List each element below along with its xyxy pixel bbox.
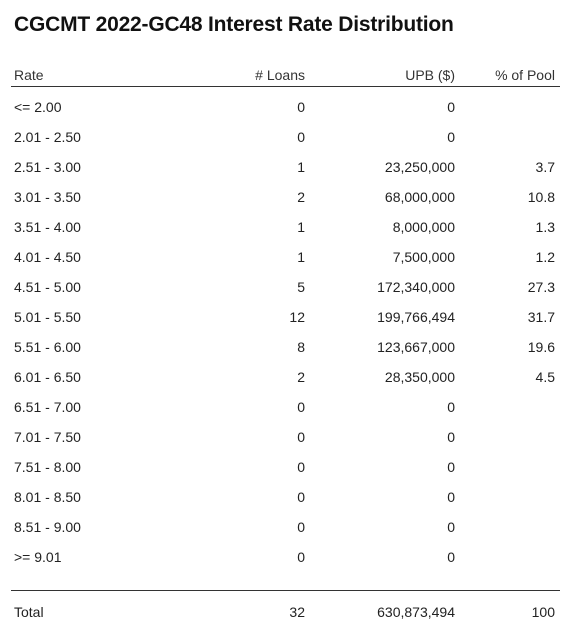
cell-pool: 31.7 bbox=[527, 309, 555, 325]
cell-rate: 5.01 - 5.50 bbox=[14, 309, 81, 325]
table-row bbox=[11, 242, 560, 272]
cell-pool: 10.8 bbox=[527, 189, 555, 205]
cell-loans: 1 bbox=[297, 159, 305, 175]
cell-loans: 1 bbox=[297, 219, 305, 235]
cell-rate: 4.51 - 5.00 bbox=[14, 279, 81, 295]
cell-loans: 2 bbox=[297, 189, 305, 205]
cell-rate: 2.01 - 2.50 bbox=[14, 129, 81, 145]
column-header-loans: # Loans bbox=[255, 67, 305, 83]
cell-loans: 0 bbox=[297, 459, 305, 475]
cell-upb: 0 bbox=[447, 549, 455, 565]
table-row bbox=[11, 212, 560, 242]
table-row bbox=[11, 92, 560, 122]
cell-rate: 3.51 - 4.00 bbox=[14, 219, 81, 235]
cell-loans: 0 bbox=[297, 489, 305, 505]
cell-upb: 199,766,494 bbox=[377, 309, 455, 325]
cell-pool: 1.2 bbox=[535, 249, 555, 265]
table-row bbox=[11, 542, 560, 572]
cell-loans: 0 bbox=[297, 399, 305, 415]
cell-upb: 7,500,000 bbox=[392, 249, 455, 265]
cell-loans: 0 bbox=[297, 429, 305, 445]
cell-rate: 6.51 - 7.00 bbox=[14, 399, 81, 415]
cell-rate: 4.01 - 4.50 bbox=[14, 249, 81, 265]
cell-loans: 0 bbox=[297, 129, 305, 145]
cell-loans: 1 bbox=[297, 249, 305, 265]
table-row bbox=[11, 512, 560, 542]
table-spacer bbox=[11, 572, 560, 590]
cell-loans: 12 bbox=[289, 309, 305, 325]
table-body bbox=[11, 87, 560, 572]
rate-distribution-table bbox=[11, 62, 560, 633]
cell-rate: 8.51 - 9.00 bbox=[14, 519, 81, 535]
cell-pool: 1.3 bbox=[535, 219, 555, 235]
cell-loans: 0 bbox=[297, 99, 305, 115]
total-upb: 630,873,494 bbox=[377, 604, 455, 620]
cell-upb: 123,667,000 bbox=[377, 339, 455, 355]
cell-loans: 5 bbox=[297, 279, 305, 295]
column-header-pool: % of Pool bbox=[495, 67, 555, 83]
cell-rate: 2.51 - 3.00 bbox=[14, 159, 81, 175]
cell-loans: 0 bbox=[297, 519, 305, 535]
cell-upb: 0 bbox=[447, 519, 455, 535]
table-row bbox=[11, 422, 560, 452]
table-row bbox=[11, 272, 560, 302]
cell-upb: 23,250,000 bbox=[384, 159, 455, 175]
cell-rate: 6.01 - 6.50 bbox=[14, 369, 81, 385]
table-row bbox=[11, 152, 560, 182]
cell-rate: 3.01 - 3.50 bbox=[14, 189, 81, 205]
cell-upb: 68,000,000 bbox=[384, 189, 455, 205]
cell-rate: 5.51 - 6.00 bbox=[14, 339, 81, 355]
cell-upb: 0 bbox=[447, 99, 455, 115]
total-row bbox=[11, 590, 560, 633]
table-row bbox=[11, 332, 560, 362]
total-pool: 100 bbox=[531, 604, 555, 620]
total-loans: 32 bbox=[289, 604, 305, 620]
cell-loans: 8 bbox=[297, 339, 305, 355]
cell-upb: 8,000,000 bbox=[392, 219, 455, 235]
table-row bbox=[11, 362, 560, 392]
cell-rate: >= 9.01 bbox=[14, 549, 62, 565]
page-title: CGCMT 2022-GC48 Interest Rate Distribution bbox=[14, 13, 454, 36]
cell-upb: 172,340,000 bbox=[377, 279, 455, 295]
table-row bbox=[11, 392, 560, 422]
cell-upb: 0 bbox=[447, 129, 455, 145]
cell-rate: 7.01 - 7.50 bbox=[14, 429, 81, 445]
cell-upb: 0 bbox=[447, 459, 455, 475]
table-row bbox=[11, 482, 560, 512]
cell-loans: 2 bbox=[297, 369, 305, 385]
cell-pool: 3.7 bbox=[535, 159, 555, 175]
cell-rate: 7.51 - 8.00 bbox=[14, 459, 81, 475]
cell-pool: 4.5 bbox=[535, 369, 555, 385]
column-header-upb: UPB ($) bbox=[405, 67, 455, 83]
cell-upb: 0 bbox=[447, 399, 455, 415]
total-label: Total bbox=[14, 604, 44, 620]
table-row bbox=[11, 302, 560, 332]
cell-rate: <= 2.00 bbox=[14, 99, 62, 115]
table-header bbox=[11, 62, 560, 87]
cell-upb: 0 bbox=[447, 429, 455, 445]
cell-loans: 0 bbox=[297, 549, 305, 565]
cell-upb: 28,350,000 bbox=[384, 369, 455, 385]
column-header-rate: Rate bbox=[14, 67, 44, 83]
cell-rate: 8.01 - 8.50 bbox=[14, 489, 81, 505]
table-row bbox=[11, 122, 560, 152]
cell-upb: 0 bbox=[447, 489, 455, 505]
table-row bbox=[11, 452, 560, 482]
cell-pool: 27.3 bbox=[527, 279, 555, 295]
table-row bbox=[11, 182, 560, 212]
cell-pool: 19.6 bbox=[527, 339, 555, 355]
